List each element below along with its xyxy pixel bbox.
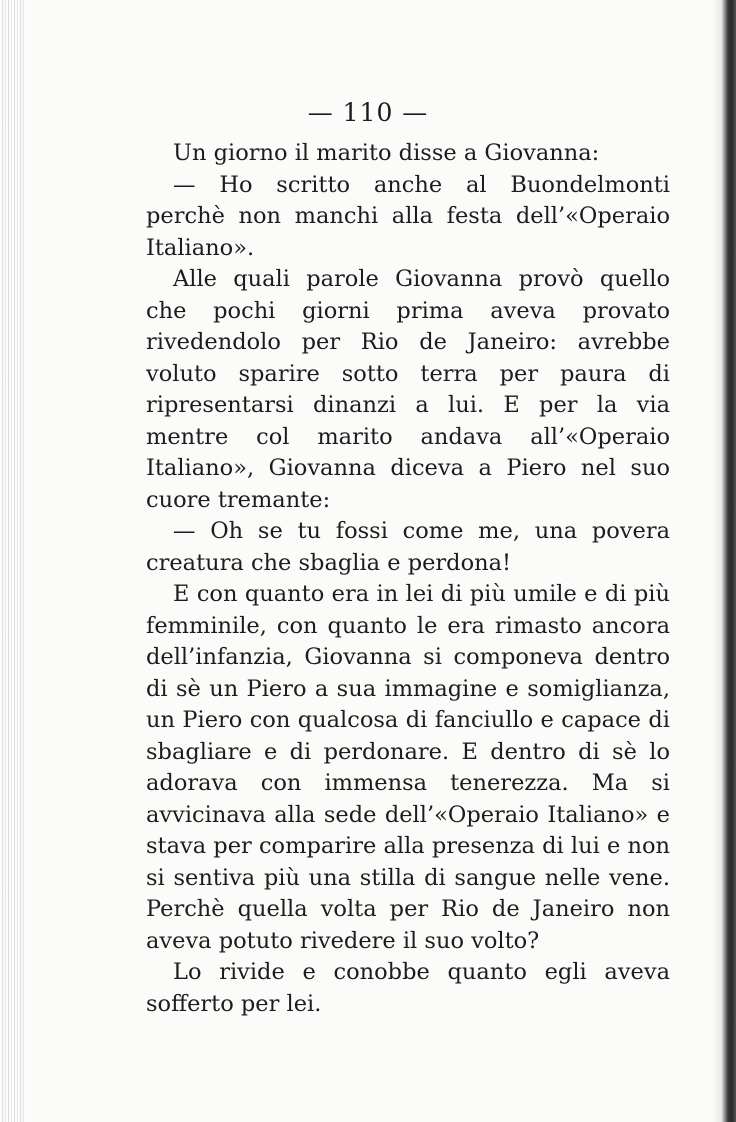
paragraph: — Oh se tu fossi come me, una povera creatura che sbaglia e perdona! xyxy=(146,518,670,576)
paragraph: Lo rivide e conobbe quanto egli aveva sofferto per lei. xyxy=(146,959,670,1017)
page-fold-shadow xyxy=(712,0,722,1122)
body-text xyxy=(146,138,670,1020)
paragraph: E con quanto era in lei di più umile e di più femminile, con quanto le era rimasto ancora dell’infanzia, Giovanna si componeva dentro di sè un Piero a sua immagine e somiglianza, un Piero con qualcosa di fanciullo e capace di sbagliare e di perdonare. E dentro di sè lo adorava con immensa tenerezza. Ma si avvicinava alla sede dell’«Operaio Italiano» e stava per comparire alla presenza di lui e non si sentiva più una stilla di sangue nelle vene. Perchè quella volta per Rio de Janeiro non aveva potuto rivedere il suo volto? xyxy=(146,581,670,954)
paragraph: Un giorno il marito disse a Giovanna: xyxy=(173,140,600,166)
page-gutter-edge xyxy=(0,0,26,1122)
paragraph: — Ho scritto anche al Buondelmonti perchè non manchi alla festa dell’«Operaio Italiano». xyxy=(146,171,670,261)
paragraph: Alle quali parole Giovanna provò quello che pochi giorni prima aveva provato rivedendolo per Rio de Janeiro: avrebbe voluto sparire sotto terra per paura di ripresentarsi dinanzi a lui. E per la via mentre col marito andava all’«Operaio Italiano», Giovanna diceva a Piero nel suo cuore tremante: xyxy=(146,266,670,513)
page-number: — 110 — xyxy=(307,98,429,127)
book-spine-edge xyxy=(722,0,736,1122)
